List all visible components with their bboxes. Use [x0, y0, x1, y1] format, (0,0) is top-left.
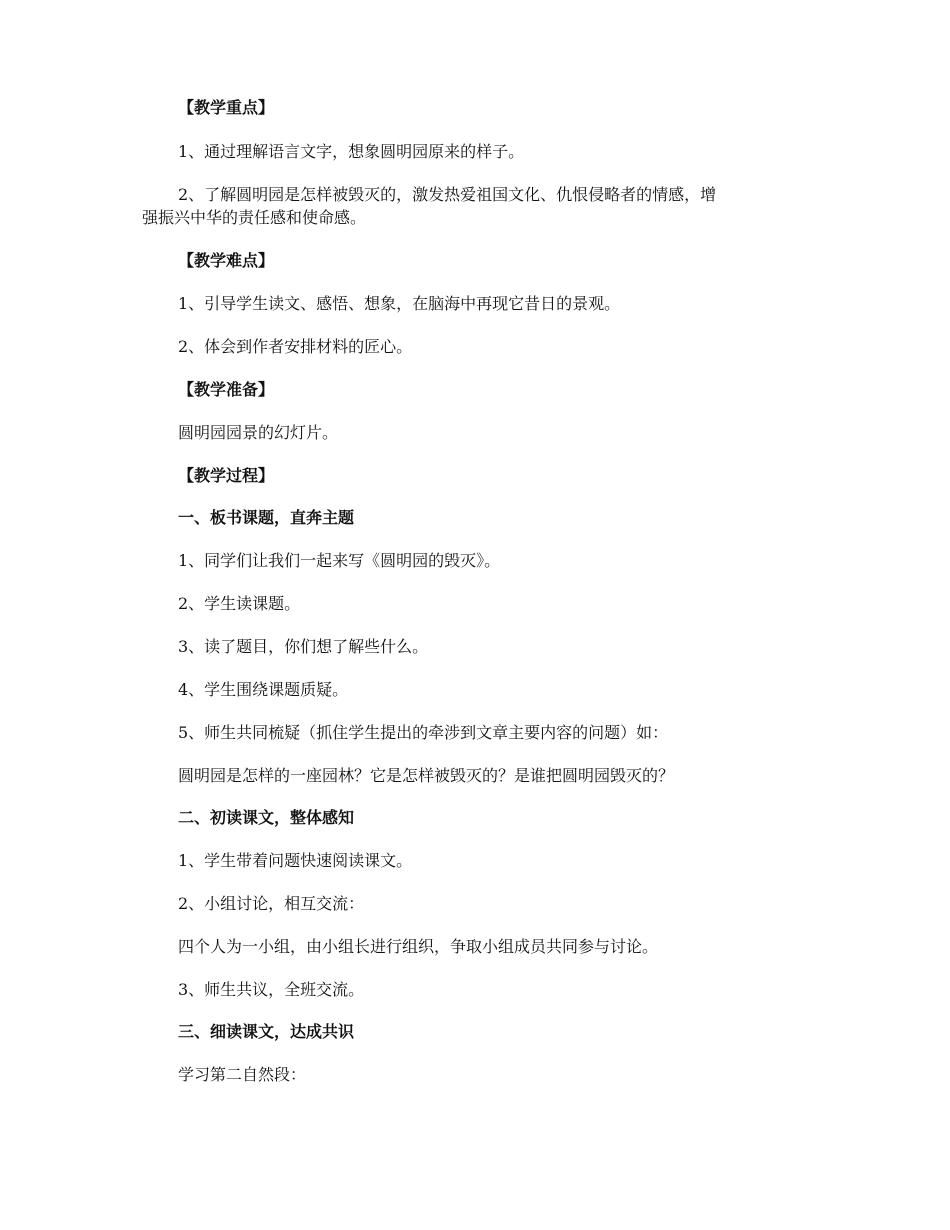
section-1-item-4: 4、学生围绕课题质疑。: [178, 680, 349, 699]
section-1-item-5: 5、师生共同梳疑（抓住学生提出的牵涉到文章主要内容的问题）如：: [178, 723, 669, 742]
section-1-item-1: 1、同学们让我们一起来写《圆明园的毁灭》。: [178, 551, 501, 570]
section-1-item-3: 3、读了题目，你们想了解些什么。: [178, 637, 429, 656]
focus-item-2-line2: 强振兴中华的责任感和使命感。: [142, 208, 367, 227]
section-3-item-1: 学习第二自然段：: [178, 1065, 307, 1084]
heading-teaching-process: 【教学过程】: [178, 466, 275, 485]
section-2-item-2: 2、小组讨论，相互交流：: [178, 894, 365, 913]
section-2-item-2-detail: 四个人为一小组，由小组长进行组织，争取小组成员共同参与讨论。: [178, 937, 659, 956]
heading-teaching-focus: 【教学重点】: [178, 98, 275, 117]
section-1-title: 一、板书课题，直奔主题: [178, 508, 355, 527]
difficulty-item-1: 1、引导学生读文、感悟、想象，在脑海中再现它昔日的景观。: [178, 294, 621, 313]
section-3-title: 三、细读课文，达成共识: [178, 1022, 355, 1041]
section-2-title: 二、初读课文，整体感知: [178, 808, 355, 827]
section-2-item-3: 3、师生共议，全班交流。: [178, 980, 365, 999]
preparation-text: 圆明园园景的幻灯片。: [178, 423, 339, 442]
heading-teaching-difficulty: 【教学难点】: [178, 251, 275, 270]
section-1-questions: 圆明园是怎样的一座园林？它是怎样被毁灭的？是谁把圆明园毁灭的？: [178, 766, 675, 785]
section-1-item-2: 2、学生读课题。: [178, 594, 301, 613]
focus-item-1: 1、通过理解语言文字，想象圆明园原来的样子。: [178, 142, 525, 161]
heading-teaching-preparation: 【教学准备】: [178, 380, 275, 399]
difficulty-item-2: 2、体会到作者安排材料的匠心。: [178, 337, 413, 356]
focus-item-2-line1: 2、了解圆明园是怎样被毁灭的，激发热爱祖国文化、仇恨侵略者的情感，增: [178, 185, 717, 204]
section-2-item-1: 1、学生带着问题快速阅读课文。: [178, 851, 413, 870]
